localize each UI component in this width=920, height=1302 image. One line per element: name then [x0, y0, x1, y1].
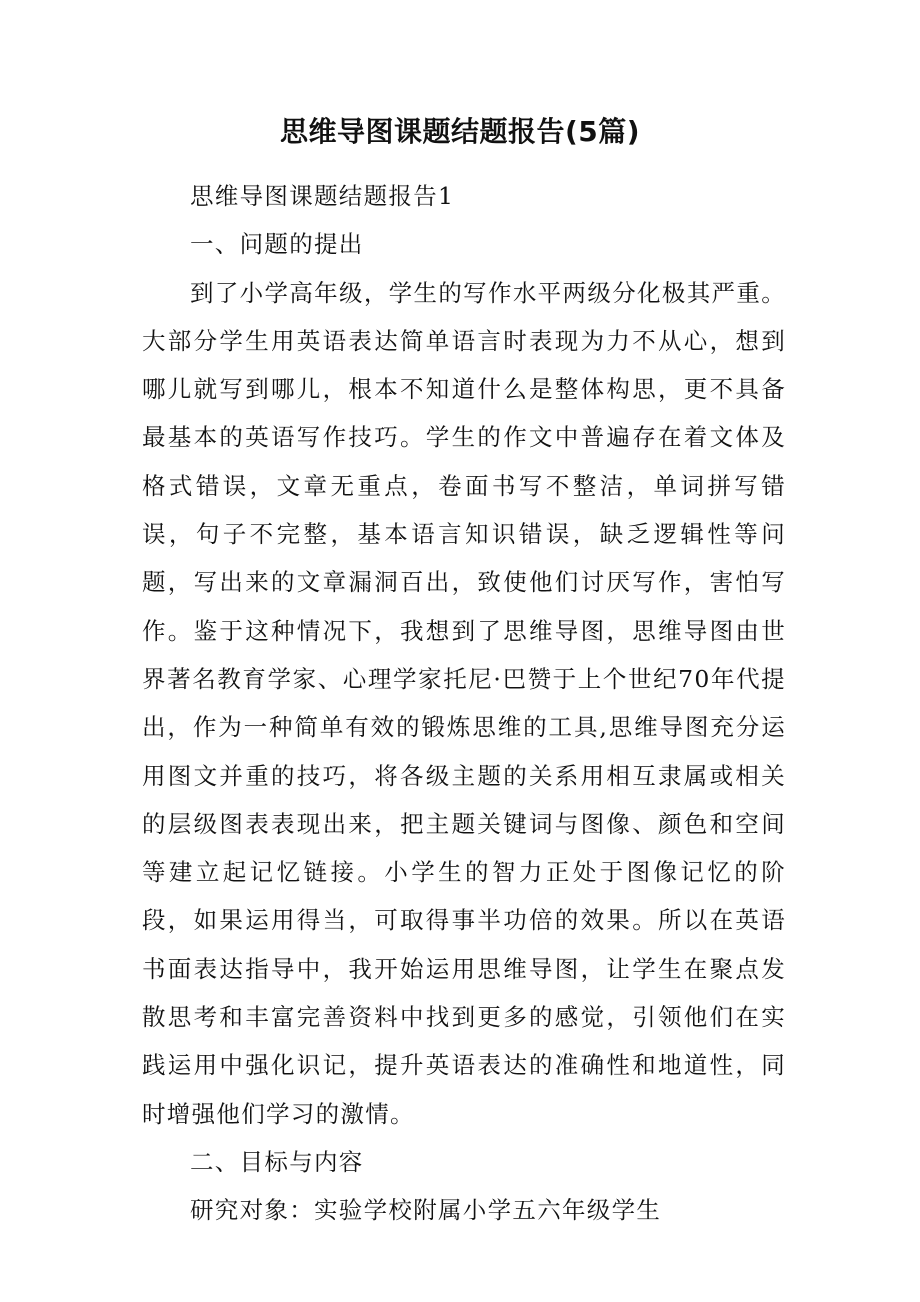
document-body — [142, 172, 786, 1235]
research-subject-line: 研究对象：实验学校附属小学五六年级学生 — [190, 1196, 662, 1225]
report-subtitle: 思维导图课题结题报告1 — [190, 182, 455, 210]
document-title: 思维导图课题结题报告(5篇) — [279, 115, 641, 148]
paragraph-problem: 到了小学高年级，学生的写作水平两级分化极其严重。大部分学生用英语表达简单语言时表现为力不从心，想到哪儿就写到哪儿，根本不知道什么是整体构思，更不具备最基本的英语写作技巧。学生的作文中普遍存在着文体及格式错误，文章无重点，卷面书写不整洁，单词拼写错误，句子不完整，基本语言知识错误，缺乏逻辑性等问题，写出来的文章漏洞百出，致使他们讨厌写作，害怕写作。鉴于这种情况下，我想到了思维导图，思维导图由世界著名教育学家、心理学家托尼·巴赞于上个世纪70年代提出，作为一种简单有效的锻炼思维的工具,思维导图充分运用图文并重的技巧，将各级主题的关系用相互隶属或相关的层级图表表现出来，把主题关键词与图像、颜色和空间等建立起记忆链接。小学生的智力正处于图像记忆的阶段，如果运用得当，可取得事半功倍的效果。所以在英语书面表达指导中，我开始运用思维导图，让学生在聚点发散思考和丰富完善资料中找到更多的感觉，引领他们在实践运用中强化识记，提升英语表达的准确性和地道性，同时增强他们学习的激情。 — [142, 278, 786, 1128]
section-heading-problem: 一、问题的提出 — [190, 230, 364, 259]
section-heading-goals: 二、目标与内容 — [190, 1147, 364, 1176]
